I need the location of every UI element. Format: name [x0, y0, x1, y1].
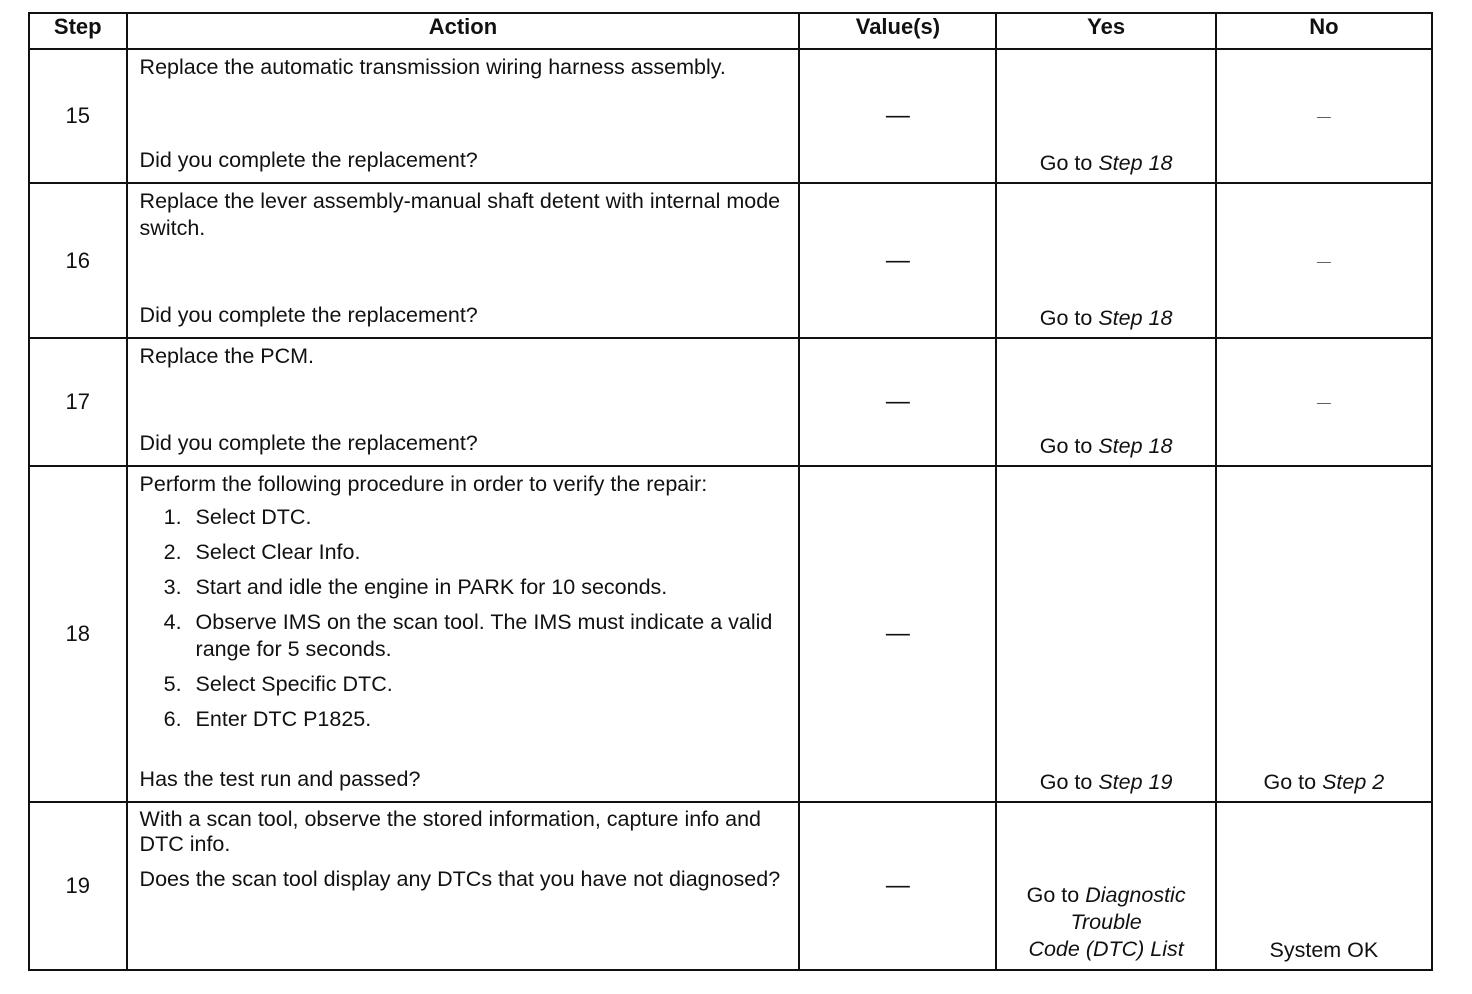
yes-prefix: Go to — [1026, 883, 1086, 907]
no-cell: — — [1216, 338, 1432, 466]
yes-prefix: Go to — [1039, 151, 1099, 175]
step-number: 15 — [29, 49, 127, 183]
action-text: Replace the PCM. — [139, 344, 315, 368]
yes-link-line1[interactable]: Diagnostic — [1085, 883, 1186, 907]
action-question: Does the scan tool display any DTCs that you have not diagnosed? — [139, 867, 781, 891]
step-number: 16 — [29, 183, 127, 338]
action-text: With a scan tool, observe the stored information, capture info and DTC info. — [139, 807, 761, 856]
table-row — [29, 183, 1432, 338]
table-row — [29, 49, 1432, 183]
diagnostic-table — [28, 12, 1433, 971]
yes-link-line2[interactable]: Trouble — [1070, 910, 1142, 934]
action-cell — [127, 802, 800, 970]
yes-prefix: Go to — [1039, 434, 1099, 458]
yes-step-link[interactable]: Step 18 — [1098, 151, 1173, 175]
value-cell: — — [799, 183, 996, 338]
list-item: 6. Enter DTC P1825. — [163, 707, 372, 731]
step-number: 17 — [29, 338, 127, 466]
action-text: Perform the following procedure in order to verify the repair: — [139, 472, 708, 496]
no-cell — [1216, 466, 1432, 802]
no-cell: — — [1216, 49, 1432, 183]
action-cell — [127, 338, 800, 466]
no-cell — [1216, 802, 1432, 970]
table-row — [29, 802, 1432, 970]
action-text: Replace the lever assembly-manual shaft detent with internal mode switch. — [139, 189, 781, 240]
yes-step-link[interactable]: Step 19 — [1098, 770, 1173, 794]
step-number: 19 — [29, 802, 127, 970]
value-cell: — — [799, 338, 996, 466]
action-cell — [127, 183, 800, 338]
action-cell — [127, 49, 800, 183]
no-step-link[interactable]: Step 2 — [1322, 770, 1385, 794]
procedure-list — [140, 504, 787, 733]
yes-step-link[interactable]: Step 18 — [1098, 306, 1173, 330]
step-number: 18 — [29, 466, 127, 802]
action-question: Did you complete the replacement? — [139, 303, 478, 327]
no-result: System OK — [1269, 938, 1379, 962]
header-step: Step — [29, 13, 127, 49]
value-cell: — — [799, 49, 996, 183]
header-action: Action — [127, 13, 800, 49]
list-item: 4. Observe IMS on the scan tool. The IMS must indicate a valid range for 5 seconds. — [163, 610, 773, 661]
action-text: Replace the automatic transmission wiring harness assembly. — [139, 55, 726, 79]
yes-prefix: Go to — [1039, 770, 1099, 794]
list-item: 2. Select Clear Info. — [163, 540, 361, 564]
header-yes: Yes — [996, 13, 1215, 49]
yes-step-link[interactable]: Step 18 — [1098, 434, 1173, 458]
action-question: Has the test run and passed? — [139, 767, 421, 791]
list-item: 3. Start and idle the engine in PARK for 10 seconds. — [163, 575, 668, 599]
table-row — [29, 466, 1432, 802]
yes-cell — [996, 338, 1215, 466]
header-values: Value(s) — [799, 13, 996, 49]
action-question: Did you complete the replacement? — [139, 431, 478, 455]
action-cell — [127, 466, 800, 802]
no-cell: — — [1216, 183, 1432, 338]
value-cell: — — [799, 466, 996, 802]
list-item: 5. Select Specific DTC. — [163, 672, 393, 696]
value-cell: — — [799, 802, 996, 970]
yes-cell — [996, 802, 1215, 970]
yes-cell — [996, 183, 1215, 338]
no-prefix: Go to — [1263, 770, 1323, 794]
yes-cell — [996, 49, 1215, 183]
list-item: 1. Select DTC. — [163, 505, 312, 529]
table-row — [29, 338, 1432, 466]
header-row — [29, 13, 1432, 49]
yes-prefix: Go to — [1039, 306, 1099, 330]
action-question: Did you complete the replacement? — [139, 148, 478, 172]
yes-link-line3[interactable]: Code (DTC) List — [1028, 937, 1184, 961]
yes-cell — [996, 466, 1215, 802]
header-no: No — [1216, 13, 1432, 49]
